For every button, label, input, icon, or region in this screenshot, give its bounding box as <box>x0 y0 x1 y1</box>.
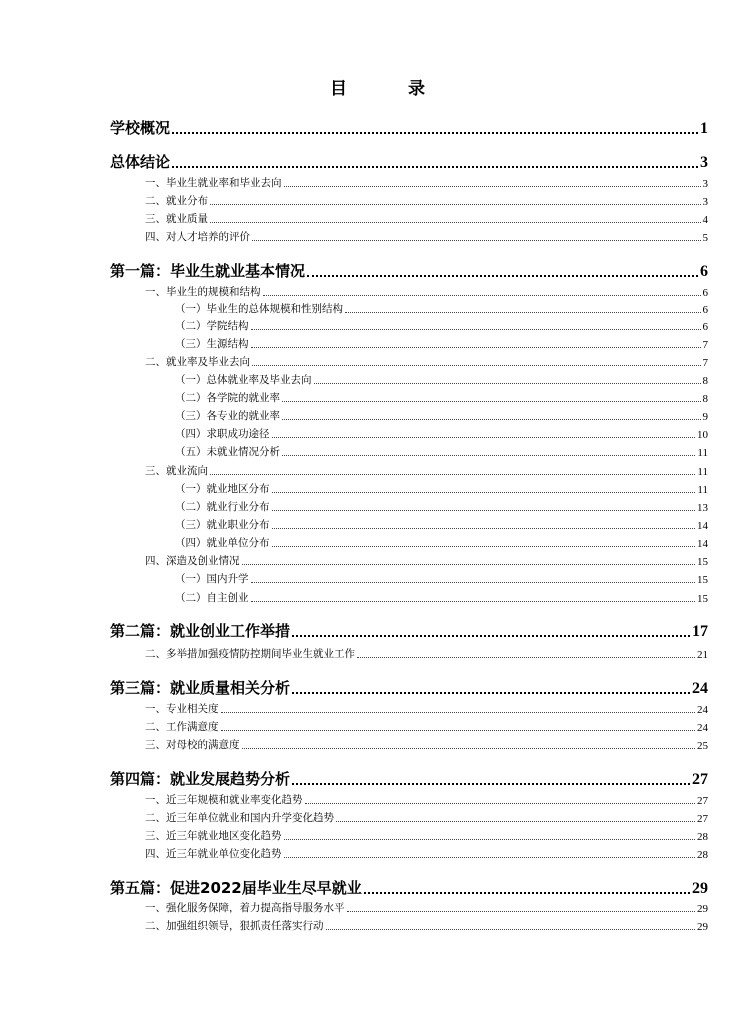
toc-section-entry[interactable] <box>145 645 708 661</box>
toc-page-number: 1 <box>700 120 708 137</box>
toc-page-number: 14 <box>697 538 708 550</box>
toc-subsection-entry[interactable] <box>175 534 708 550</box>
toc-entry-title: （五）未就业情况分析 <box>175 446 280 458</box>
toc-entry-title: （四）就业单位分布 <box>175 537 270 549</box>
dot-leader <box>292 692 690 694</box>
dot-leader <box>282 419 701 420</box>
toc-chapter-entry[interactable] <box>110 116 708 138</box>
toc-page-number: 6 <box>700 263 708 280</box>
toc-page-number: 27 <box>697 795 708 807</box>
toc-entry-title: 总体结论 <box>110 153 171 171</box>
toc-page-number: 27 <box>692 771 708 788</box>
toc-chapter-entry[interactable] <box>110 619 708 641</box>
toc-page-number: 24 <box>697 704 708 716</box>
toc-page-number: 15 <box>697 556 708 568</box>
toc-entry-title: （三）各专业的就业率 <box>175 410 280 422</box>
toc-page-number: 28 <box>697 849 708 861</box>
toc-section-entry[interactable] <box>145 827 708 843</box>
dot-leader <box>272 546 696 547</box>
dot-leader <box>242 748 696 749</box>
toc-section-entry[interactable] <box>145 700 708 716</box>
toc-entry-title: 四、深造及创业情况 <box>145 555 240 567</box>
dot-leader <box>347 911 696 912</box>
dot-leader <box>292 635 690 637</box>
toc-section-entry[interactable] <box>145 174 708 190</box>
dot-leader <box>364 892 690 894</box>
dot-leader <box>336 821 695 822</box>
toc-subsection-entry[interactable] <box>175 443 708 459</box>
toc-subsection-entry[interactable] <box>175 317 708 333</box>
dot-leader <box>272 510 696 511</box>
toc-subsection-entry[interactable] <box>175 300 708 316</box>
toc-chapter-entry[interactable] <box>110 259 708 281</box>
dot-leader <box>284 839 696 840</box>
toc-entry-title: 二、就业率及毕业去向 <box>145 356 250 368</box>
toc-page-number: 21 <box>697 649 708 661</box>
toc-page-number: 3 <box>702 178 708 190</box>
dot-leader <box>210 222 701 223</box>
toc-page-number: 10 <box>697 429 708 441</box>
dot-leader <box>284 186 701 187</box>
dot-leader <box>251 347 701 348</box>
dot-leader <box>282 455 695 456</box>
toc-section-entry[interactable] <box>145 552 708 568</box>
toc-entry-title: 二、工作满意度 <box>145 721 219 733</box>
toc-section-entry[interactable] <box>145 718 708 734</box>
toc-entry-title: 第四篇：就业发展趋势分析 <box>110 770 291 788</box>
toc-page-number: 27 <box>697 813 708 825</box>
toc-chapter-entry[interactable] <box>110 676 708 698</box>
toc-subsection-entry[interactable] <box>175 480 708 496</box>
toc-entry-title: 二、加强组织领导，狠抓责任落实行动 <box>145 920 324 932</box>
toc-subsection-entry[interactable] <box>175 407 708 423</box>
toc-entry-title: （一）总体就业率及毕业去向 <box>175 374 312 386</box>
dot-leader <box>251 329 701 330</box>
toc-entry-title: 四、对人才培养的评价 <box>145 231 250 243</box>
toc-page-number: 11 <box>697 484 708 496</box>
toc-page-number: 15 <box>697 593 708 605</box>
toc-page-number: 6 <box>702 304 708 316</box>
toc-entry-title: （三）就业职业分布 <box>175 519 270 531</box>
toc-section-entry[interactable] <box>145 283 708 299</box>
toc-entry-title: 三、近三年就业地区变化趋势 <box>145 830 282 842</box>
toc-entry-title: 四、近三年就业单位变化趋势 <box>145 848 282 860</box>
toc-entry-title: 二、就业分布 <box>145 195 208 207</box>
toc-subsection-entry[interactable] <box>175 389 708 405</box>
toc-chapter-entry[interactable] <box>110 150 708 172</box>
toc-subsection-entry[interactable] <box>175 425 708 441</box>
dot-leader <box>326 929 696 930</box>
dot-leader <box>210 474 695 475</box>
toc-subsection-entry[interactable] <box>175 570 708 586</box>
toc-subsection-entry[interactable] <box>175 516 708 532</box>
toc-entry-title: 一、强化服务保障，着力提高指导服务水平 <box>145 902 345 914</box>
toc-entry-title: （二）学院结构 <box>175 320 249 332</box>
toc-page-number: 11 <box>697 447 708 459</box>
toc-entry-title: （四）求职成功途径 <box>175 428 270 440</box>
toc-title: 目 录 <box>330 79 447 99</box>
toc-page-number: 8 <box>702 375 708 387</box>
toc-section-entry[interactable] <box>145 899 708 915</box>
toc-chapter-entry[interactable] <box>110 767 708 789</box>
toc-page-number: 4 <box>702 214 708 226</box>
toc-section-entry[interactable] <box>145 736 708 752</box>
dot-leader <box>272 437 696 438</box>
toc-entry-title: 第五篇：促进2022届毕业生尽早就业 <box>110 879 362 897</box>
toc-entry-title: 一、专业相关度 <box>145 703 219 715</box>
toc-section-entry[interactable] <box>145 228 708 244</box>
toc-entry-title: 二、近三年单位就业和国内升学变化趋势 <box>145 812 334 824</box>
toc-page-number: 8 <box>702 393 708 405</box>
toc-page-number: 11 <box>697 466 708 478</box>
toc-section-entry[interactable] <box>145 809 708 825</box>
dot-leader <box>314 383 701 384</box>
toc-entry-title: 三、就业质量 <box>145 213 208 225</box>
toc-section-entry[interactable] <box>145 845 708 861</box>
toc-page-number: 15 <box>697 574 708 586</box>
dot-leader <box>251 601 696 602</box>
toc-page-number: 6 <box>702 287 708 299</box>
toc-page-number: 24 <box>692 680 708 697</box>
toc-entry-title: 一、近三年规模和就业率变化趋势 <box>145 794 303 806</box>
toc-chapter-entry[interactable] <box>110 876 708 898</box>
toc-section-entry[interactable] <box>145 917 708 933</box>
toc-page-number: 7 <box>702 357 708 369</box>
toc-section-entry[interactable] <box>145 192 708 208</box>
dot-leader <box>172 166 698 168</box>
toc-entry-title: （一）毕业生的总体规模和性别结构 <box>175 303 343 315</box>
toc-section-entry[interactable] <box>145 353 708 369</box>
toc-section-entry[interactable] <box>145 210 708 226</box>
toc-entry-title: （一）国内升学 <box>175 573 249 585</box>
toc-entry-title: 学校概况 <box>110 119 171 137</box>
toc-page-number: 7 <box>702 339 708 351</box>
toc-entry-title: 二、多举措加强疫情防控期间毕业生就业工作 <box>145 648 355 660</box>
toc-entry-title: （二）自主创业 <box>175 592 249 604</box>
dot-leader <box>263 295 701 296</box>
toc-entry-title: （二）各学院的就业率 <box>175 392 280 404</box>
toc-entry-title: 一、毕业生的规模和结构 <box>145 286 261 298</box>
toc-page-number: 3 <box>702 196 708 208</box>
toc-entry-title: 一、毕业生就业率和毕业去向 <box>145 177 282 189</box>
toc-entry-title: 第三篇：就业质量相关分析 <box>110 679 291 697</box>
dot-leader <box>357 657 695 658</box>
toc-page-number: 29 <box>697 921 708 933</box>
toc-entry-title: （三）生源结构 <box>175 338 249 350</box>
dot-leader <box>252 365 701 366</box>
dot-leader <box>305 803 696 804</box>
toc-entry-title: 三、就业流向 <box>145 465 208 477</box>
toc-subsection-entry[interactable] <box>175 335 708 351</box>
dot-leader <box>345 312 701 313</box>
dot-leader <box>307 275 698 277</box>
dot-leader <box>242 564 696 565</box>
dot-leader <box>292 783 690 785</box>
toc-entry-title: （一）就业地区分布 <box>175 483 270 495</box>
toc-entry-title: 第一篇：毕业生就业基本情况 <box>110 262 306 280</box>
toc-entry-title: 三、对母校的满意度 <box>145 739 240 751</box>
toc-page-number: 28 <box>697 831 708 843</box>
toc-entry-title: 第二篇：就业创业工作举措 <box>110 622 291 640</box>
toc-page-number: 9 <box>702 411 708 423</box>
toc-page-number: 14 <box>697 520 708 532</box>
toc-entry-title: （二）就业行业分布 <box>175 501 270 513</box>
toc-page-number: 13 <box>697 502 708 514</box>
dot-leader <box>272 492 696 493</box>
toc-page-number: 29 <box>692 880 708 897</box>
dot-leader <box>284 857 696 858</box>
dot-leader <box>172 132 698 134</box>
dot-leader <box>210 204 701 205</box>
toc-page-number: 6 <box>702 321 708 333</box>
dot-leader <box>252 240 701 241</box>
dot-leader <box>221 712 696 713</box>
dot-leader <box>282 401 701 402</box>
toc-subsection-entry[interactable] <box>175 498 708 514</box>
toc-section-entry[interactable] <box>145 791 708 807</box>
toc-page-number: 24 <box>697 722 708 734</box>
toc-section-entry[interactable] <box>145 462 708 478</box>
toc-page-number: 29 <box>697 903 708 915</box>
toc-page-number: 3 <box>700 154 708 171</box>
toc-subsection-entry[interactable] <box>175 589 708 605</box>
dot-leader <box>251 582 696 583</box>
dot-leader <box>272 528 696 529</box>
dot-leader <box>221 730 696 731</box>
toc-page-number: 5 <box>702 232 708 244</box>
toc-page-number: 25 <box>697 740 708 752</box>
toc-page-number: 17 <box>692 623 708 640</box>
toc-subsection-entry[interactable] <box>175 371 708 387</box>
